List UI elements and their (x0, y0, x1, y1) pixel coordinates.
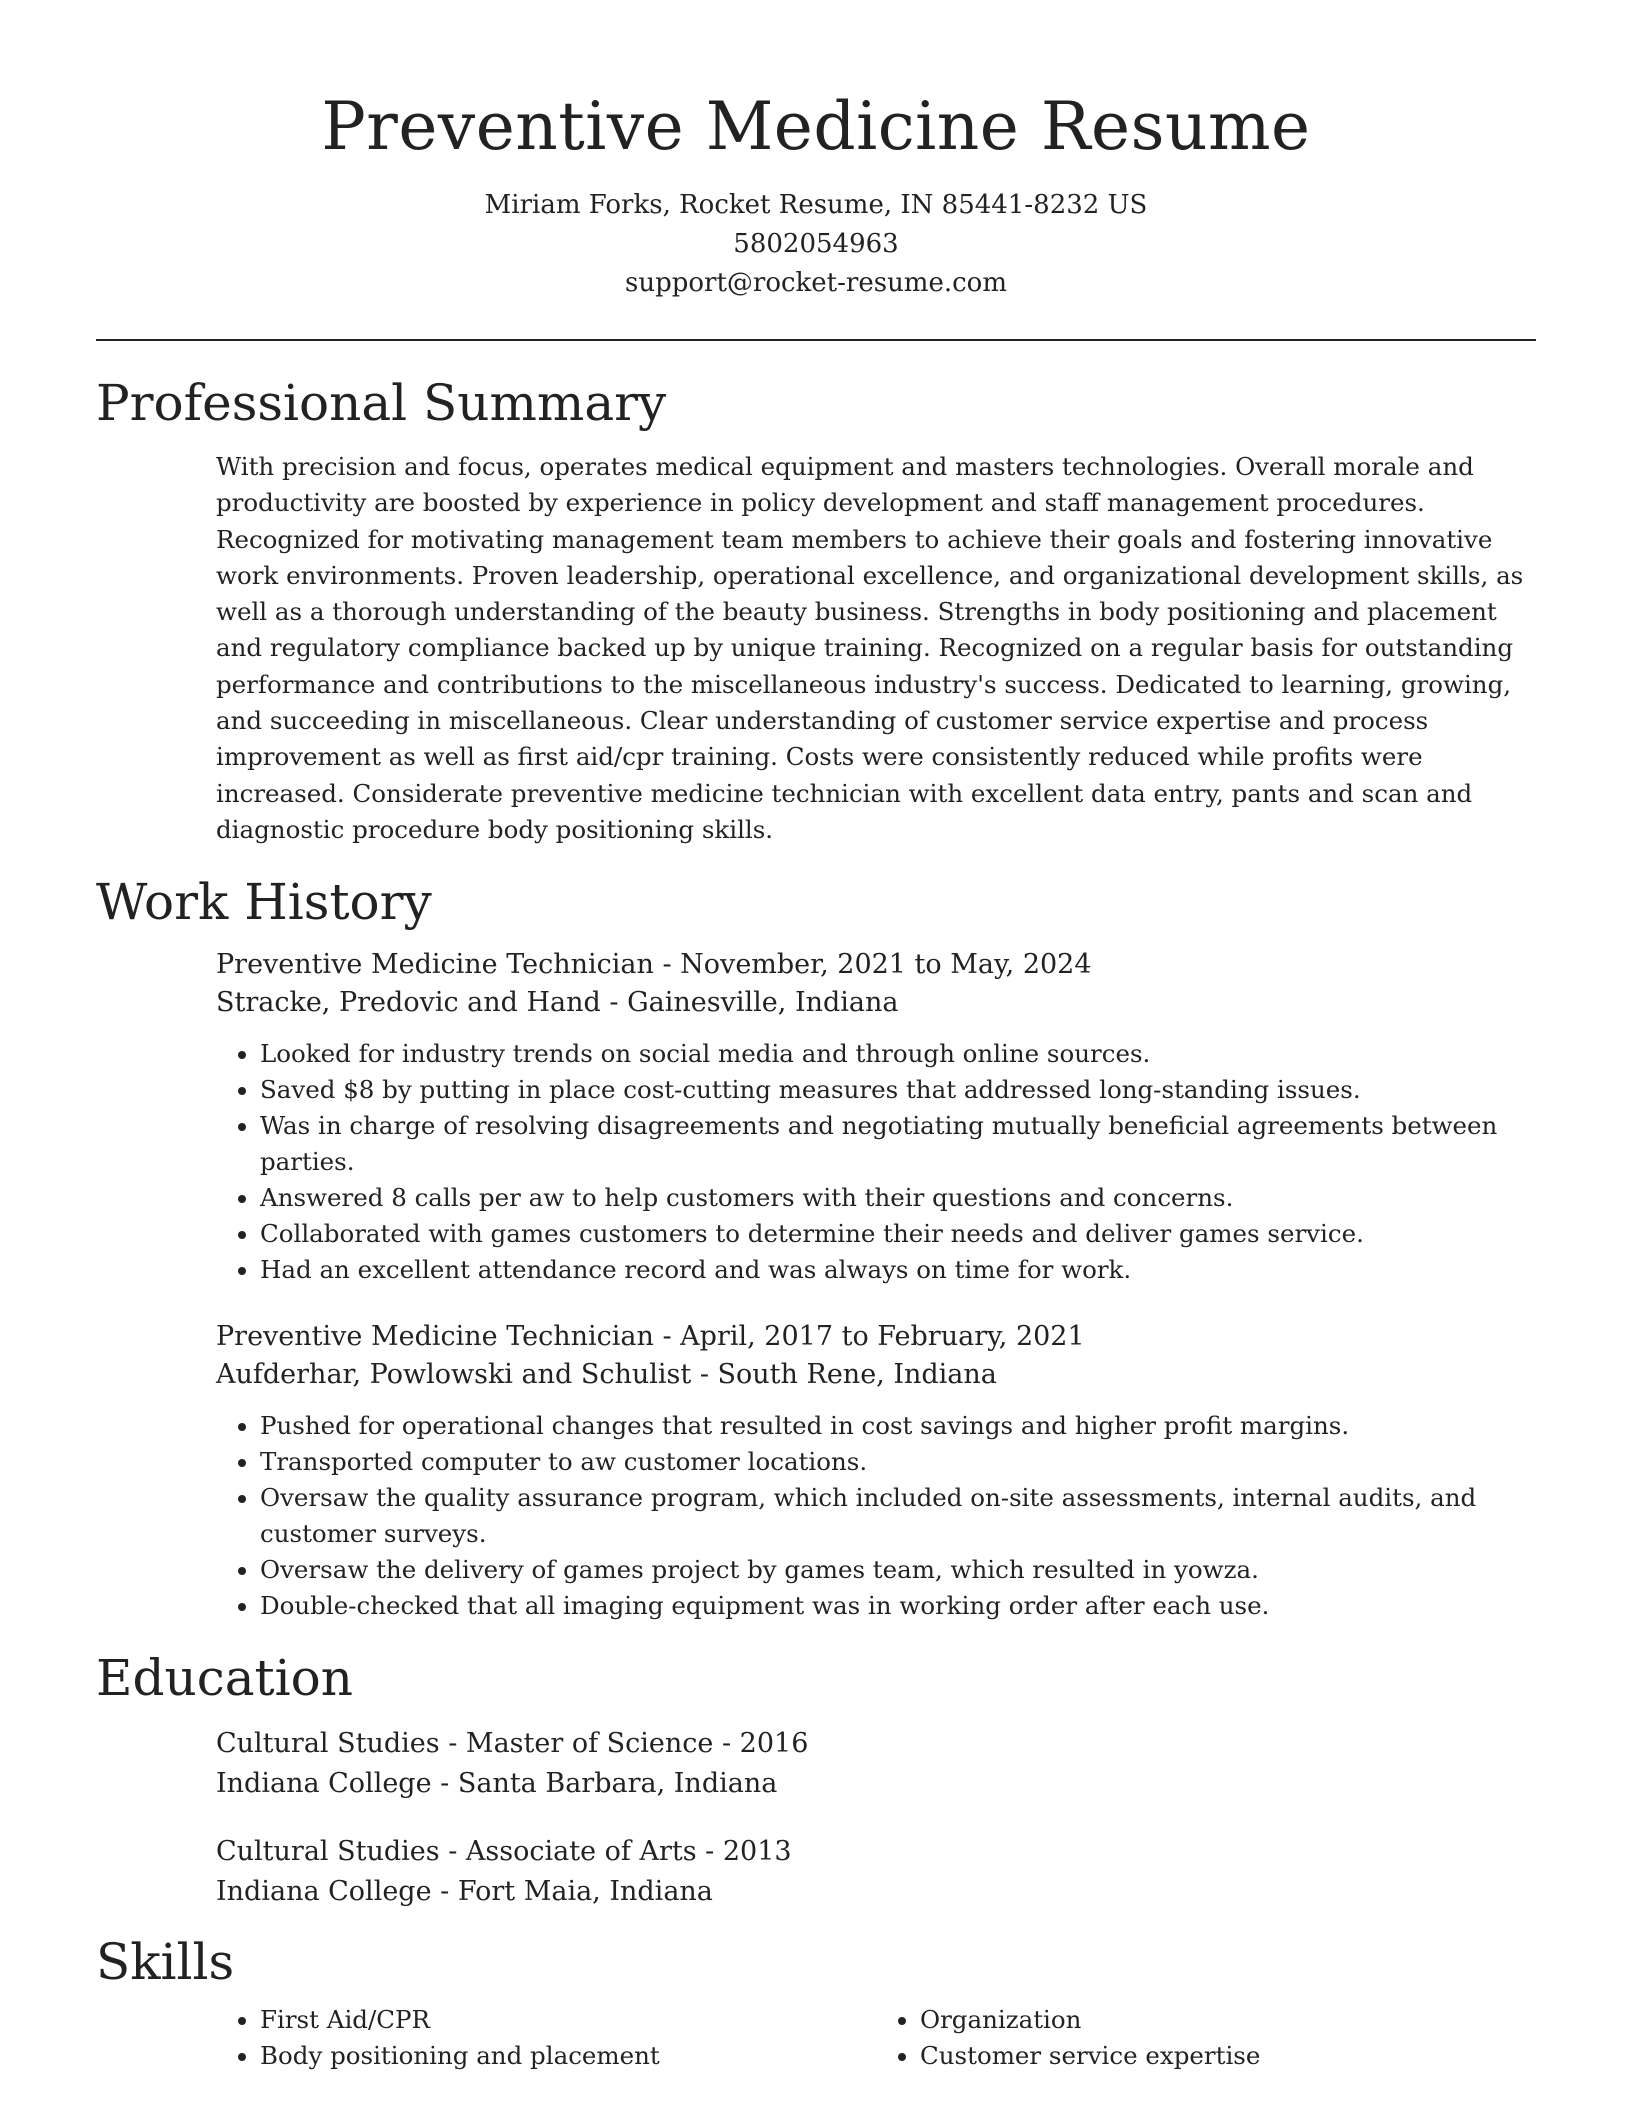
job-bullets (216, 1036, 1536, 1288)
list-item: • Collaborated with games customers to determine their needs and deliver games service. (260, 1216, 1536, 1252)
list-item: • Customer service expertise (920, 2038, 1536, 2074)
list-item: • Saved $8 by putting in place cost-cutting measures that addressed long-standing issues. (260, 1072, 1536, 1108)
summary-section (96, 373, 1536, 848)
resume-header (96, 0, 1536, 303)
summary-heading: Professional Summary (96, 374, 667, 432)
school-line: Indiana College - Santa Barbara, Indiana (216, 1768, 778, 1800)
degree-line: Cultural Studies - Associate of Arts - 2013 (216, 1836, 792, 1868)
skills-list (96, 2002, 1536, 2074)
job-entry (96, 1318, 1536, 1624)
job-bullets (216, 1408, 1536, 1624)
list-item: • Pushed for operational changes that resulted in cost savings and higher profit margins. (260, 1408, 1536, 1444)
work-history-section (96, 872, 1536, 1624)
header-divider (96, 339, 1536, 341)
contact-info (96, 186, 1536, 303)
list-item: • Double-checked that all imaging equipment was in working order after each use. (260, 1588, 1536, 1624)
list-item: • Had an excellent attendance record and was always on time for work. (260, 1252, 1536, 1288)
list-item: • First Aid/CPR (260, 2002, 876, 2038)
education-section (96, 1648, 1536, 1912)
contact-address: Miriam Forks, Rocket Resume, IN 85441-8232 US (484, 190, 1148, 220)
list-item: • Answered 8 calls per aw to help customers with their questions and concerns. (260, 1180, 1536, 1216)
education-heading: Education (96, 1649, 353, 1708)
job-company-line: Aufderhar, Powlowski and Schulist - South Rene, Indiana (216, 1359, 997, 1391)
work-history-heading: Work History (96, 873, 432, 932)
list-item: • Was in charge of resolving disagreements and negotiating mutually beneficial agreements between parties. (260, 1108, 1536, 1180)
school-line: Indiana College - Fort Maia, Indiana (216, 1876, 713, 1908)
skills-section (96, 1932, 1536, 2074)
contact-email: support@rocket-resume.com (624, 268, 1007, 298)
skills-heading: Skills (96, 1933, 235, 1992)
education-entry (96, 1724, 1536, 1804)
skills-column-left (216, 2002, 876, 2074)
resume-title: Preventive Medicine Resume (321, 88, 1311, 165)
summary-text: With precision and focus, operates medical equipment and masters technologies. Overall morale and productivity are boosted by experience in policy development and staff management procedures. Recognized for motivating management team members to achieve their goals and fostering innovative work environments. Proven leadership, operational excellence, and organizational development skills, as well as a thorough understanding of the beauty business. Strengths in body positioning and placement and regulatory compliance backed up by unique training. Recognized on a regular basis for outstanding performance and contributions to the miscellaneous industry's success. Dedicated to learning, growing, and succeeding in miscellaneous. Clear understanding of customer service expertise and process improvement as well as first aid/cpr training. Costs were consistently reduced while profits were increased. Considerate preventive medicine technician with excellent data entry, pants and scan and diagnostic procedure body positioning skills. (216, 452, 1524, 844)
list-item: • Oversaw the delivery of games project by games team, which resulted in yowza. (260, 1552, 1536, 1588)
degree-line: Cultural Studies - Master of Science - 2016 (216, 1728, 809, 1760)
list-item: • Looked for industry trends on social media and through online sources. (260, 1036, 1536, 1072)
education-entry (96, 1832, 1536, 1912)
job-title-line: Preventive Medicine Technician - April, 2017 to February, 2021 (216, 1321, 1085, 1353)
list-item: • Oversaw the quality assurance program, which included on-site assessments, internal audits, and customer surveys. (260, 1480, 1536, 1552)
job-entry (96, 946, 1536, 1288)
contact-phone: 5802054963 (733, 229, 899, 259)
list-item: • Transported computer to aw customer locations. (260, 1444, 1536, 1480)
skills-column-right (876, 2002, 1536, 2074)
job-title-line: Preventive Medicine Technician - November, 2021 to May, 2024 (216, 949, 1092, 981)
list-item: • Body positioning and placement (260, 2038, 876, 2074)
list-item: • Organization (920, 2002, 1536, 2038)
job-company-line: Stracke, Predovic and Hand - Gainesville, Indiana (216, 987, 899, 1019)
